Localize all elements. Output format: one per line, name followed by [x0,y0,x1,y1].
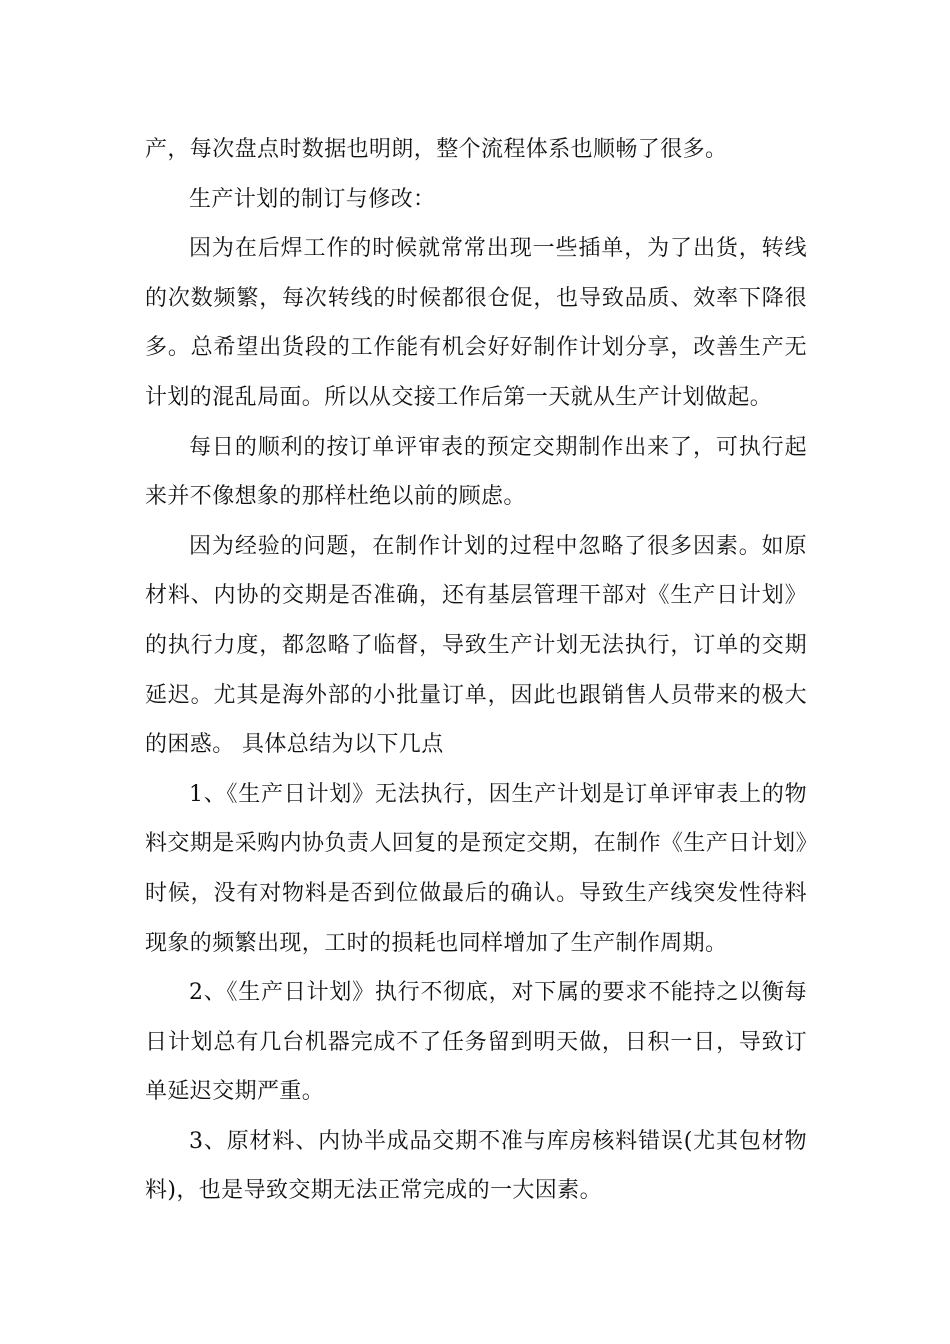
document-body [145,125,807,1216]
paragraph-continuation: 产，每次盘点时数据也明朗，整个流程体系也顺畅了很多。 [145,137,728,162]
paragraph: 因为在后焊工作的时候就常常出现一些插单，为了出货，转线的次数频繁，每次转线的时候都很仓促，也导致品质、效率下降很多。总希望出货段的工作能有机会好好制作计划分享，改善生产无计划的混乱局面。所以从交接工作后第一天就从生产计划做起。 [145,236,807,410]
list-item-2: 2、《生产日计划》执行不彻底，对下属的要求不能持之以衡每日计划总有几台机器完成不了任务留到明天做，日积一日，导致订单延迟交期严重。 [145,980,807,1105]
paragraph: 每日的顺利的按订单评审表的预定交期制作出来了，可执行起来并不像想象的那样杜绝以前的顾虑。 [145,434,807,510]
paragraph: 因为经验的问题，在制作计划的过程中忽略了很多因素。如原材料、内协的交期是否准确，还有基层管理干部对《生产日计划》的执行力度，都忽略了临督，导致生产计划无法执行，订单的交期延迟。尤其是海外部的小批量订单，因此也跟销售人员带来的极大的困惑。 具体总结为以下几点 [145,533,807,758]
list-item-3: 3、原材料、内协半成品交期不准与库房核料错误(尤其包材物料)，也是导致交期无法正常完成的一大因素。 [145,1128,807,1204]
list-item-1: 1、《生产日计划》无法执行，因生产计划是订单评审表上的物料交期是采购内协负责人回复的是预定交期，在制作《生产日计划》时候，没有对物料是否到位做最后的确认。导致生产线突发性待料现象的频繁出现，工时的损耗也同样增加了生产制作周期。 [145,781,807,956]
section-heading-production-plan: 生产计划的制订与修改： [189,186,436,212]
